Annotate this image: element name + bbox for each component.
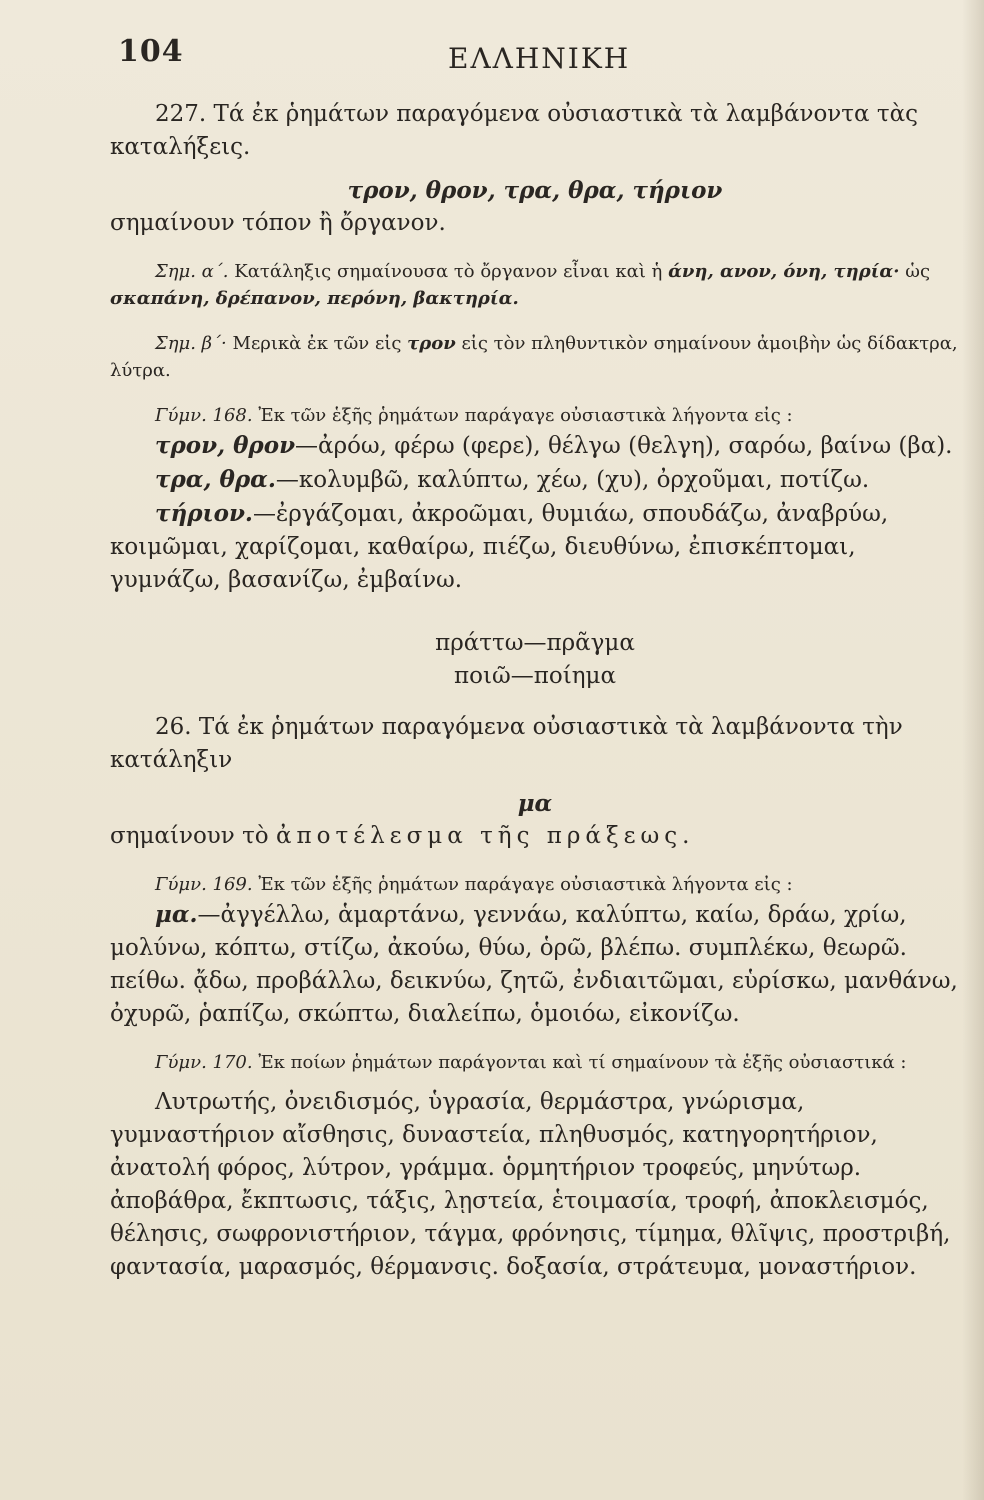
- exercise-168-line1: τρον, θρον—ἀρόω, φέρω (φερε), θέλγω (θελγη), σαρόω, βαίνω (βα).: [155, 432, 953, 459]
- note-alpha: Σημ. α΄. Κατάληξις σημαίνουσα τὸ ὄργανον εἶναι καὶ ἡ άνη, ανον, όνη, τηρία· ὡς σκαπάνη, δρέπανον, περόνη, βακτηρία.: [110, 261, 931, 309]
- exercise-168-line3: τήριον.—ἐργάζομαι, ἀκροῶμαι, θυμιάω, σπουδάζω, ἀναβρύω, κοιμῶμαι, χαρίζομαι, καθαίρω, πιέζω, διευθύνω, ἐπισκέπτομαι, γυμνάζω, βασανίζω, ἐμβαίνω.: [110, 500, 889, 593]
- example-pair-2: ποιῶ—ποίημα: [454, 663, 616, 689]
- exercise-168-line2: τρα, θρα.—κολυμβῶ, καλύπτω, χέω, (χυ), ὀρχοῦμαι, ποτίζω.: [155, 466, 870, 493]
- meaning-26: σημαίνουν τὸ ἀποτέλεσμα τῆς πράξεως.: [110, 823, 695, 849]
- meaning-227: σημαίνουν τόπον ἢ ὄργανον.: [110, 210, 446, 236]
- section-26: 26. Τά ἐκ ῥημάτων παραγόμενα οὐσιαστικὰ τὰ λαμβάνοντα τὴν κατάληξιν: [110, 714, 903, 773]
- exercise-170: Γύμν. 170. Ἐκ ποίων ῥημάτων παράγονται καὶ τί σημαίνουν τὰ ἑξῆς οὐσιαστικά :: [155, 1052, 907, 1073]
- section-number: 26.: [155, 714, 192, 740]
- exercise-169: Γύμν. 169. Ἐκ τῶν ἑξῆς ῥημάτων παράγαγε οὐσιαστικὰ λήγοντα εἰς :: [155, 874, 793, 895]
- endings-227: τρον, θρον, τρα, θρα, τήριον: [347, 177, 723, 204]
- note-beta: Σημ. β΄· Μερικὰ ἐκ τῶν εἰς τρον εἰς τὸν πληθυντικὸν σημαίνουν ἀμοιβὴν ὡς δίδακτρα, λύτρα.: [110, 333, 958, 381]
- example-pair-1: πράττω—πρᾶγμα: [435, 630, 635, 656]
- section-number: 227.: [155, 101, 207, 127]
- page-header: [118, 34, 878, 84]
- running-head: ΕΛΛΗΝΙΚΗ: [448, 42, 631, 75]
- exercise-168: Γύμν. 168. Ἐκ τῶν ἑξῆς ῥημάτων παράγαγε οὐσιαστικὰ λήγοντα εἰς :: [155, 405, 793, 426]
- section-227: 227. Τά ἐκ ῥημάτων παραγόμενα οὐσιαστικὰ τὰ λαμβάνοντα τὰς καταλήξεις.: [110, 101, 918, 160]
- ending-26: μα: [517, 790, 553, 817]
- exercise-169-body: μα.—ἀγγέλλω, ἁμαρτάνω, γεννάω, καλύπτω, καίω, δράω, χρίω, μολύνω, κόπτω, στίζω, ἀκούω, θύω, ὁρῶ, βλέπω. συμπλέκω, θεωρῶ. πείθω. ᾄδω, προβάλλω, δεικνύω, ζητῶ, ἐνδιαιτῶμαι, εὑρίσκω, μανθάνω, ὀχυρῶ, ῥαπίζω, σκώπτω, διαλείπω, ὁμοιόω, εἰκονίζω.: [110, 901, 958, 1027]
- page-content: [110, 98, 960, 1284]
- exercise-170-body: Λυτρωτής, ὀνειδισμός, ὑγρασία, θερμάστρα, γνώρισμα, γυμναστήριον αἴσθησις, δυναστεία, πληθυσμός, κατηγορητήριον, ἀνατολή φόρος, λύτρον, γράμμα. ὁρμητήριον τροφεύς, μηνύτωρ. ἀποβάθρα, ἔκπτωσις, τάξις, λῃστεία, ἑτοιμασία, τροφή, ἀποκλεισμός, θέλησις, σωφρονιστήριον, τάγμα, φρόνησις, τίμημα, θλῖψις, προστριβή, φαντασία, μαρασμός, θέρμανσις. δοξασία, στράτευμα, μοναστήριον.: [110, 1089, 951, 1280]
- page-number: 104: [118, 34, 184, 69]
